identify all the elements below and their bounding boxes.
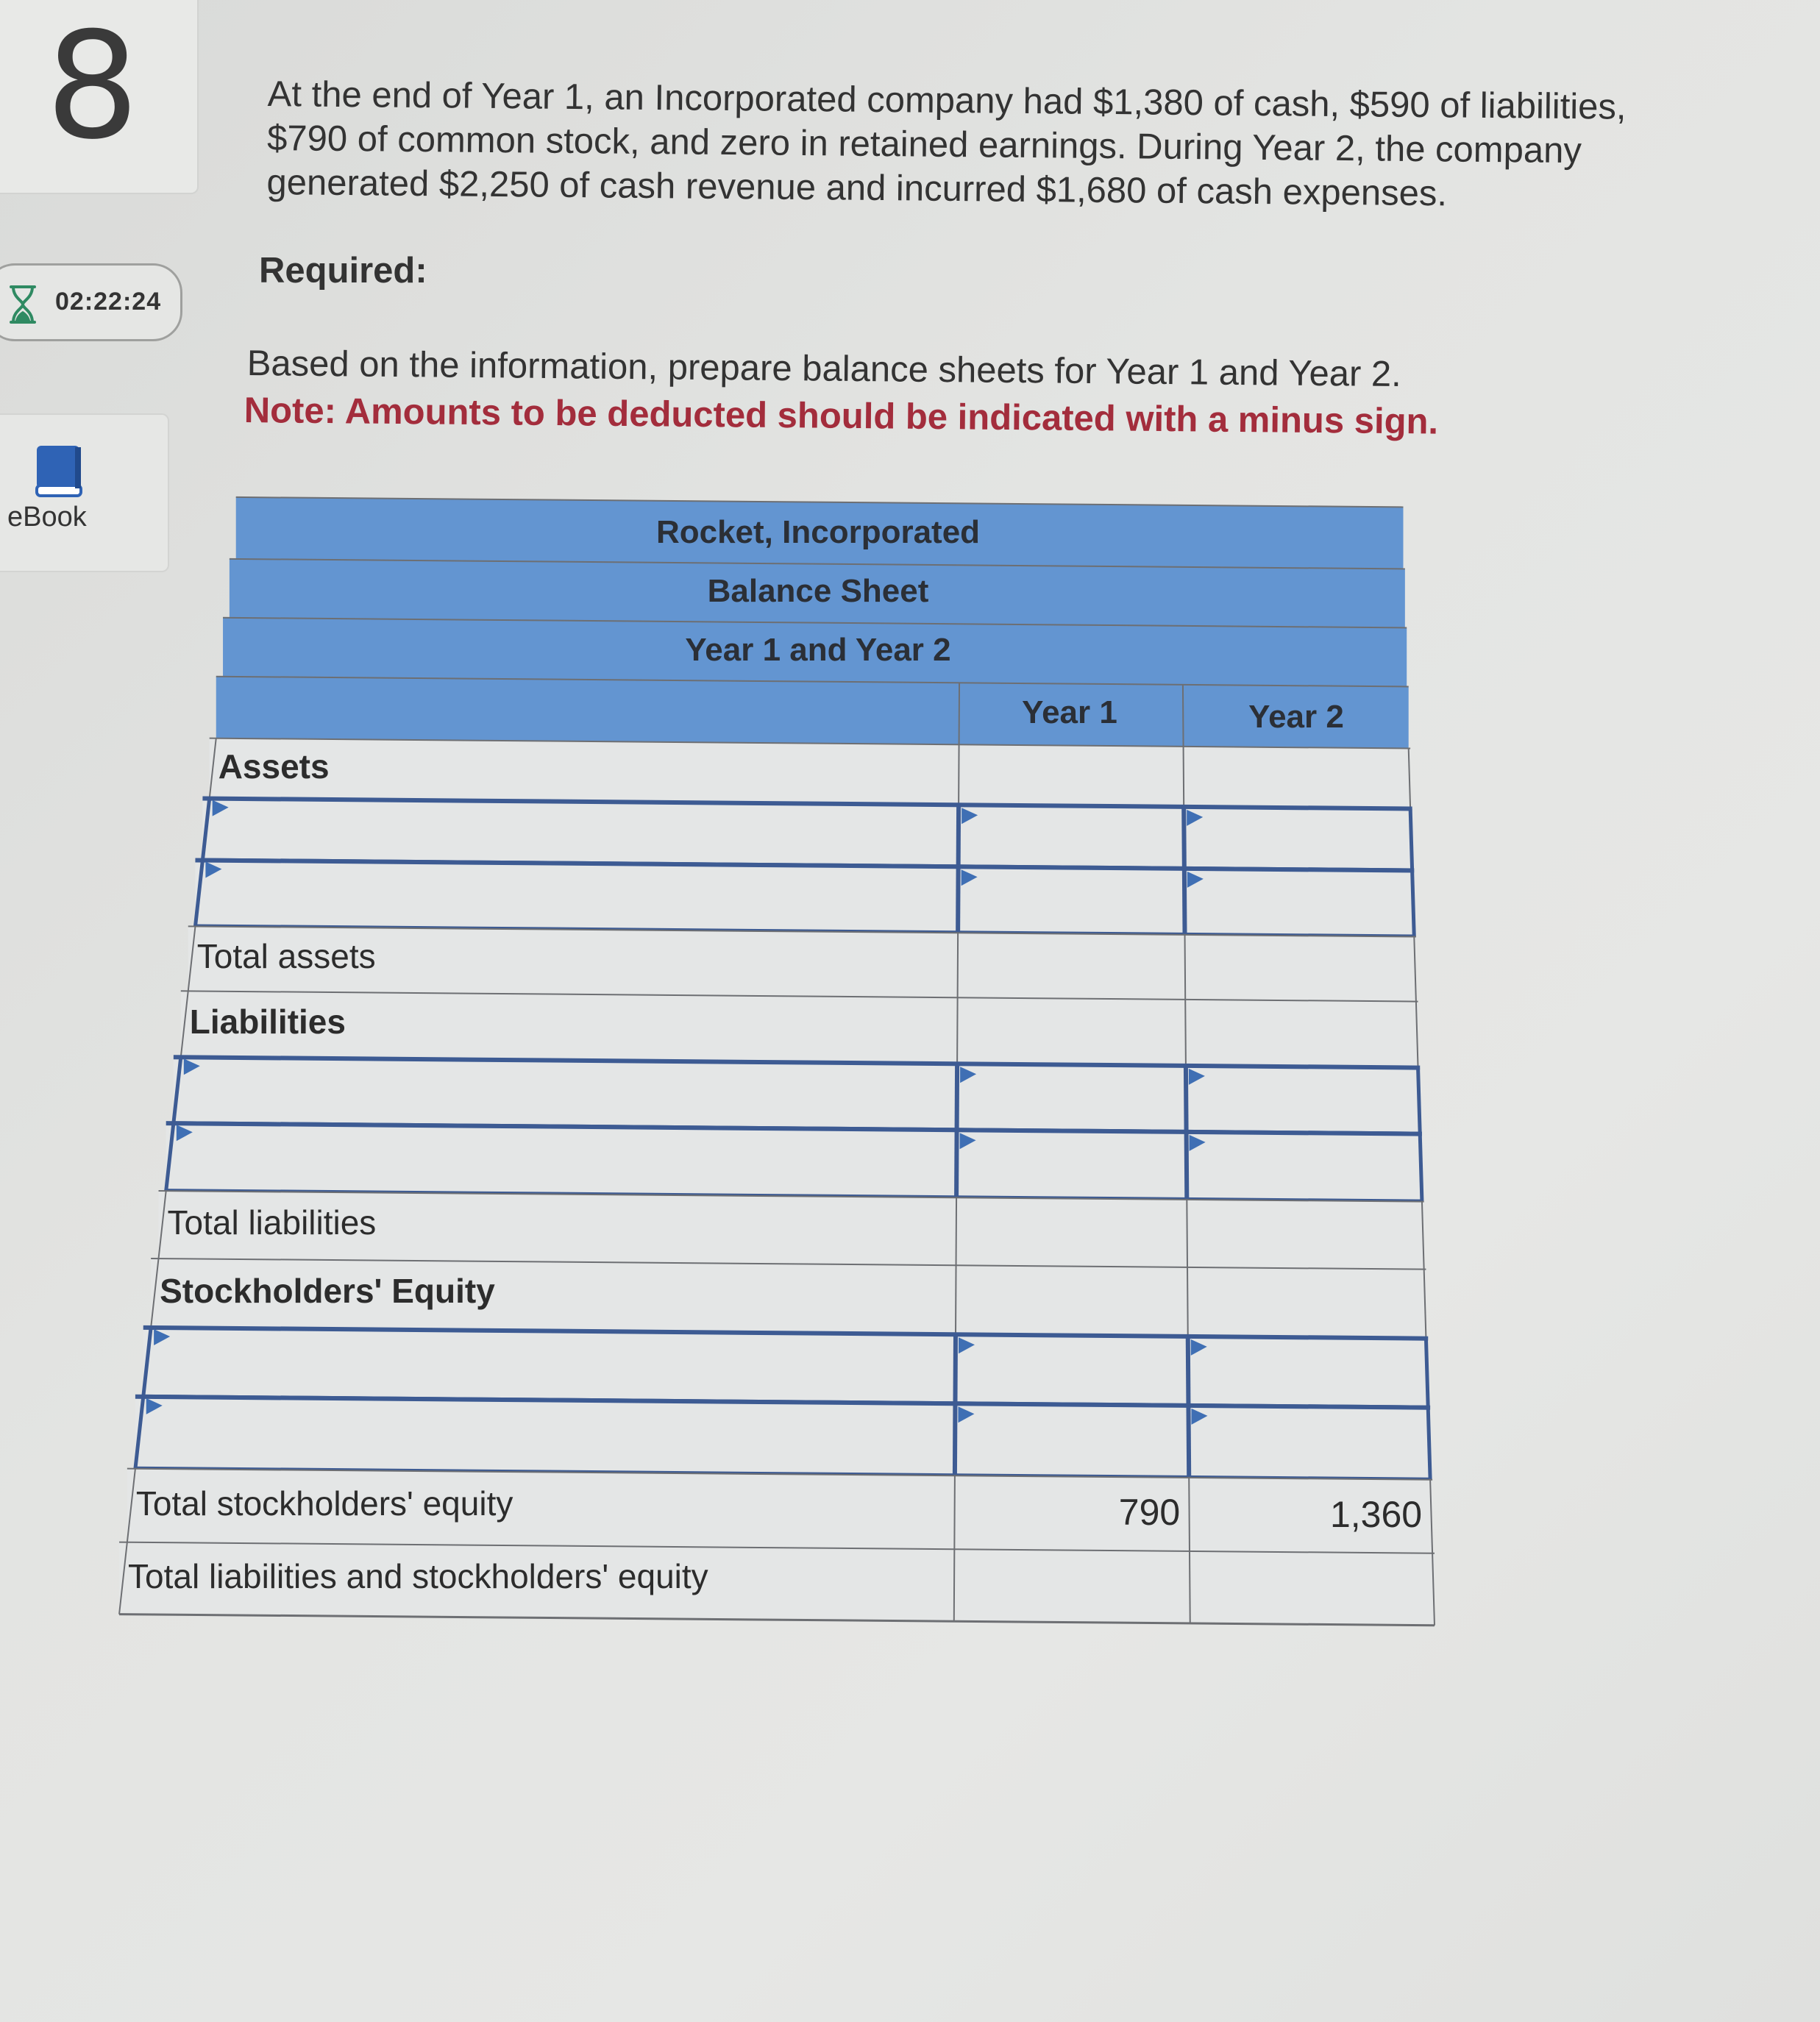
column-divider xyxy=(1186,1066,1187,1132)
statement-title-header: Balance Sheet xyxy=(707,572,929,609)
table-right-edge xyxy=(1418,1068,1421,1134)
year2-value: 1,360 xyxy=(1329,1493,1423,1535)
section-heading: Assets xyxy=(218,747,330,786)
account-dropdown[interactable] xyxy=(172,1129,951,1185)
problem-line: At the end of Year 1, an Incorporated company had $1,380 of cash, $590 of liabilities, xyxy=(267,74,1627,127)
company-name-header: Rocket, Incorporated xyxy=(655,513,981,550)
year1-amount-input[interactable] xyxy=(966,872,1177,927)
year2-amount-input[interactable] xyxy=(1191,813,1404,863)
column-divider xyxy=(1189,1478,1190,1551)
column-divider xyxy=(956,1197,957,1265)
instruction-text: Based on the information, prepare balance sheets for Year 1 and Year 2. xyxy=(246,343,1402,395)
year1-amount-input[interactable] xyxy=(964,1069,1179,1124)
column-divider xyxy=(956,1130,957,1197)
year1-amount-input[interactable] xyxy=(964,1203,1179,1259)
problem-line: $790 of common stock, and zero in retained earnings. During Year 2, the company xyxy=(266,118,1582,171)
column-divider xyxy=(954,1549,955,1621)
column-divider xyxy=(1187,1267,1188,1336)
year1-amount-input[interactable] xyxy=(961,1555,1182,1615)
account-dropdown[interactable] xyxy=(149,1334,950,1391)
column-divider xyxy=(957,1064,958,1130)
column-divider xyxy=(1188,1406,1189,1478)
year2-amount-input[interactable] xyxy=(1192,941,1409,994)
year2-amount-input[interactable] xyxy=(1194,1138,1415,1194)
column-divider xyxy=(1183,685,1184,747)
header-band xyxy=(216,677,1409,749)
table-right-edge xyxy=(1426,1339,1428,1408)
year1-amount-input[interactable] xyxy=(965,939,1177,992)
column-divider xyxy=(958,933,959,997)
year2-amount-input[interactable] xyxy=(1195,1342,1421,1400)
row-label: Total liabilities xyxy=(167,1203,377,1242)
year2-amount-input[interactable] xyxy=(1193,1072,1412,1126)
column-divider xyxy=(954,1475,955,1549)
section-heading: Liabilities xyxy=(189,1003,346,1042)
timer-text: 02:22:24 xyxy=(55,288,162,316)
account-dropdown[interactable] xyxy=(201,866,952,920)
account-dropdown[interactable] xyxy=(141,1403,950,1463)
note-text: Note: Amounts to be deducted should be indicated with a minus sign. xyxy=(244,390,1439,442)
required-heading: Required: xyxy=(259,251,427,291)
row-label: Total assets xyxy=(196,937,376,976)
account-dropdown[interactable] xyxy=(208,805,953,855)
column-divider xyxy=(1185,1000,1186,1066)
year2-amount-input[interactable] xyxy=(1197,1557,1427,1617)
table-right-edge xyxy=(1410,808,1412,870)
year1-column-header: Year 1 xyxy=(1022,694,1117,730)
ebook-label: eBook xyxy=(7,502,87,533)
column-divider xyxy=(955,1334,956,1403)
question-number: 8 xyxy=(46,1,140,172)
year2-column-header: Year 2 xyxy=(1248,699,1344,736)
column-divider xyxy=(1188,1336,1189,1406)
year1-amount-input[interactable] xyxy=(962,1409,1181,1470)
table-right-edge xyxy=(1428,1408,1430,1480)
column-divider xyxy=(955,1403,956,1475)
table-right-edge xyxy=(1420,1134,1422,1202)
year2-amount-input[interactable] xyxy=(1194,1206,1416,1261)
problem-line: generated $2,250 of cash revenue and incurred $1,680 of cash expenses. xyxy=(266,162,1448,214)
year1-value: 790 xyxy=(1118,1491,1181,1533)
year1-amount-input[interactable] xyxy=(964,1136,1179,1192)
year1-amount-input[interactable] xyxy=(966,811,1176,861)
column-divider xyxy=(1185,935,1186,1000)
period-header: Year 1 and Year 2 xyxy=(685,631,951,668)
year2-amount-input[interactable] xyxy=(1192,875,1407,929)
table-row-bg xyxy=(181,991,1418,1067)
year1-amount-input[interactable] xyxy=(963,1340,1181,1398)
column-divider xyxy=(957,997,958,1064)
year2-amount-input[interactable] xyxy=(1195,1412,1423,1472)
table-right-edge xyxy=(1412,871,1415,937)
section-heading: Stockholders' Equity xyxy=(160,1271,495,1310)
column-divider xyxy=(958,866,959,933)
column-divider xyxy=(1184,869,1185,935)
row-label: Total liabilities and stockholders' equity xyxy=(128,1556,708,1595)
account-dropdown[interactable] xyxy=(179,1063,951,1117)
row-label: Total stockholders' equity xyxy=(135,1484,513,1523)
